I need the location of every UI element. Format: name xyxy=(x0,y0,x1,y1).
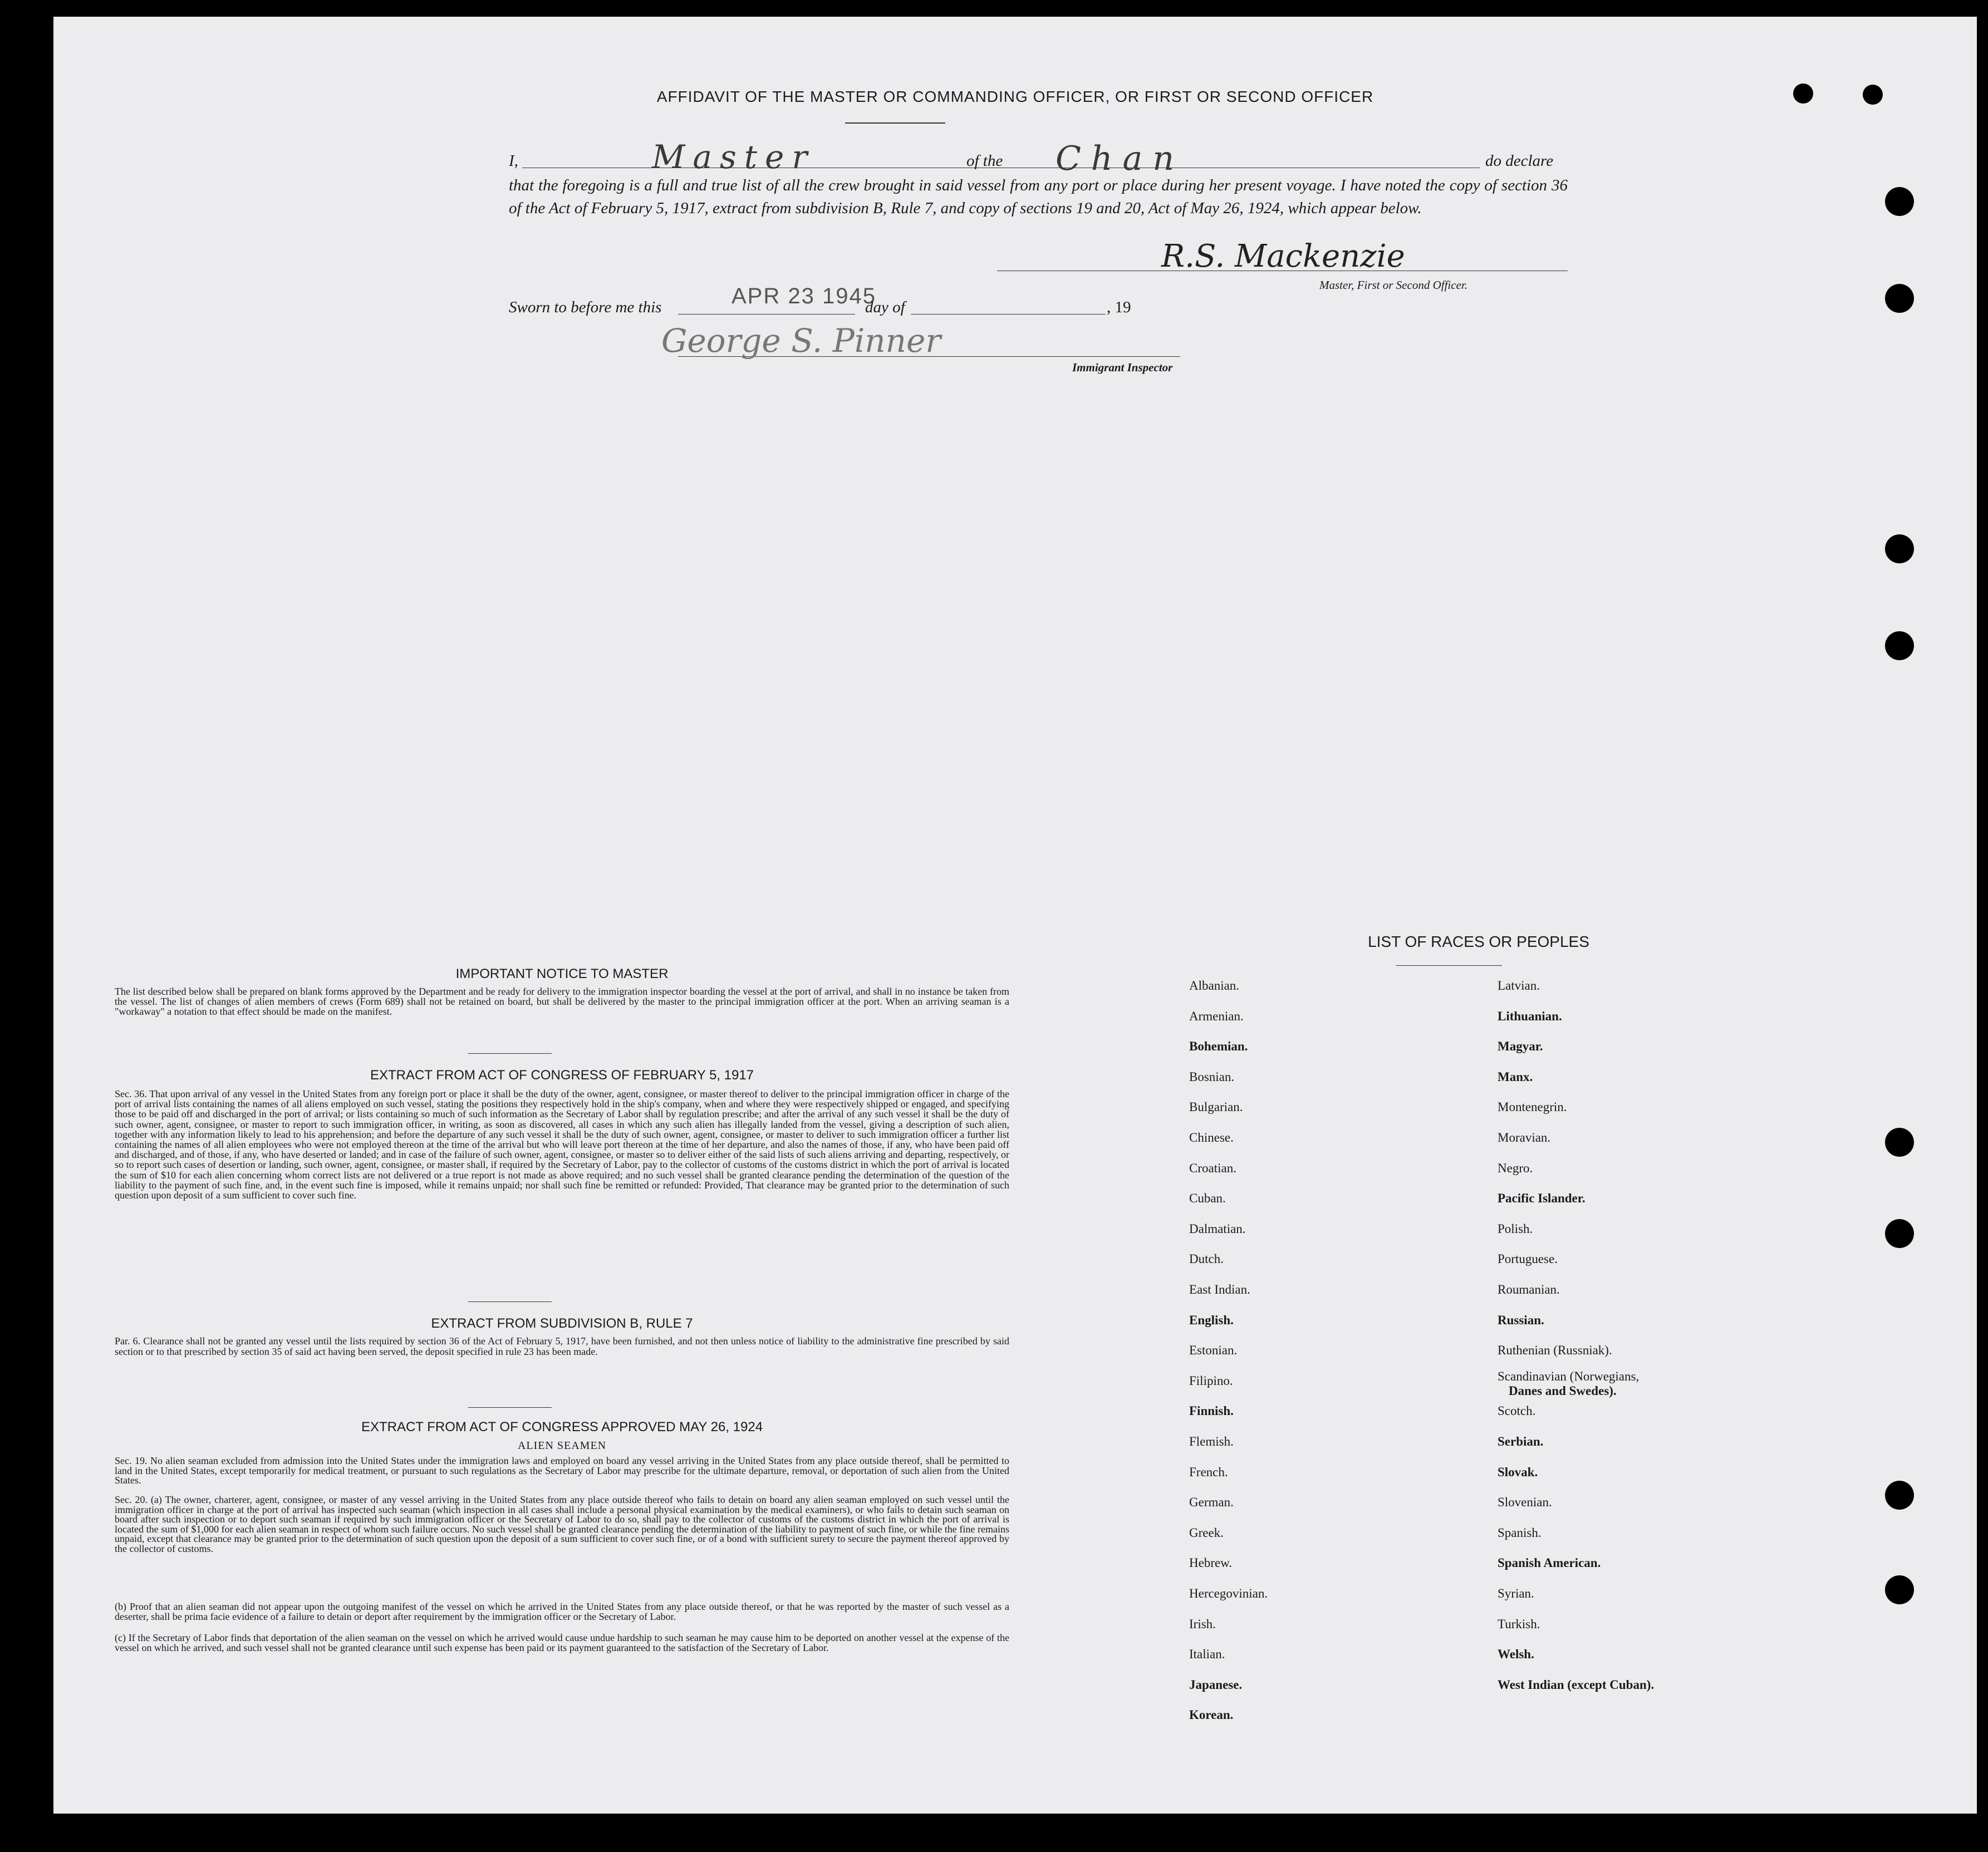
race-item: Negro. xyxy=(1498,1161,1533,1175)
race-item: Pacific Islander. xyxy=(1498,1191,1586,1206)
race-item: Roumanian. xyxy=(1498,1283,1560,1296)
race-item: German. xyxy=(1189,1495,1234,1510)
race-item: Japanese. xyxy=(1189,1677,1243,1692)
race-item: Bulgarian. xyxy=(1189,1100,1243,1114)
races-divider xyxy=(1396,965,1502,966)
document-page xyxy=(53,17,1977,1814)
race-item: Hebrew. xyxy=(1189,1556,1233,1570)
extract-rule7-divider xyxy=(468,1407,552,1408)
race-item: English. xyxy=(1189,1313,1234,1327)
race-item: Montenegrin. xyxy=(1498,1100,1567,1114)
notice-divider xyxy=(468,1053,552,1054)
extract-1924-sec20a: Sec. 20. (a) The owner, charterer, agent, consignee, or master of any vessel arriving in the United States from any place outside thereof who fails to detain on board any alien seaman employed on such vessel until the immigration officer in charge at the port of arrival has inspected such seaman (which inspection in all cases shall include a personal physical examination by the medical examiners), or who fails to detain such seaman on board after such inspection or to deport such seaman if required by such immigration officer or the Secretary of Labor to do so, shall pay to the collector of customs of the customs district in which the port of arrival is located the sum of $1,000 for each alien seaman in respect of whom such failure occurs. No such vessel shall be granted clearance pending the determination of the liability to payment of such fine, or while the fine remains unpaid, except that clearance may be granted prior to the determination of such question upon the deposit of a sum sufficient to cover such fine, or of a bond with sufficient surety to secure the payment thereof approved by the collector of customs. xyxy=(115,1494,1009,1554)
officer-caption: Master, First or Second Officer. xyxy=(1319,278,1467,292)
extract-1924-subtitle: ALIEN SEAMEN xyxy=(517,1440,607,1452)
i-label: I, xyxy=(509,152,518,170)
extract-1917-divider xyxy=(468,1301,552,1302)
notice-title: IMPORTANT NOTICE TO MASTER xyxy=(455,966,669,981)
month-line xyxy=(911,314,1106,315)
affidavit-title: AFFIDAVIT OF THE MASTER OR COMMANDING OFFICER, OR FIRST OR SECOND OFFICER xyxy=(656,88,1374,105)
race-item: Slovak. xyxy=(1498,1465,1538,1479)
punch-hole xyxy=(1885,1575,1914,1604)
race-item: Scotch. xyxy=(1498,1404,1536,1418)
punch-hole xyxy=(1885,1481,1914,1510)
punch-hole xyxy=(1885,284,1914,313)
sworn-day-line xyxy=(678,314,855,315)
extract-1917-title: EXTRACT FROM ACT OF CONGRESS OF FEBRUARY 5, 1917 xyxy=(370,1068,754,1083)
race-item: Magyar. xyxy=(1498,1039,1543,1054)
extract-1924-title: EXTRACT FROM ACT OF CONGRESS APPROVED MAY 26, 1924 xyxy=(361,1419,763,1435)
punch-hole xyxy=(1885,1219,1914,1248)
race-item: Greek. xyxy=(1189,1525,1224,1540)
do-declare-label: do declare xyxy=(1485,152,1554,170)
race-item: Albanian. xyxy=(1189,979,1240,993)
extract-rule7-title: EXTRACT FROM SUBDIVISION B, RULE 7 xyxy=(431,1316,693,1331)
race-item: Italian. xyxy=(1189,1647,1225,1662)
race-item: Turkish. xyxy=(1498,1617,1540,1631)
punch-hole xyxy=(1793,83,1813,104)
race-item: Filipino. xyxy=(1189,1373,1233,1388)
inspector-caption: Immigrant Inspector xyxy=(1072,361,1173,374)
punch-hole xyxy=(1885,187,1914,216)
race-item: Polish. xyxy=(1498,1221,1533,1236)
of-the-label: of the xyxy=(966,152,1003,170)
race-item: Slovenian. xyxy=(1498,1495,1552,1510)
race-item: Ruthenian (Russniak). xyxy=(1498,1343,1612,1358)
date-stamp: APR 23 1945 xyxy=(732,284,876,308)
race-item: East Indian. xyxy=(1189,1283,1250,1296)
race-item: Bohemian. xyxy=(1189,1039,1248,1054)
sworn-label: Sworn to before me this xyxy=(509,298,662,316)
officer-signature: R.S. Mackenzie xyxy=(1161,238,1405,274)
race-item: Estonian. xyxy=(1189,1343,1238,1358)
race-item: Serbian. xyxy=(1498,1435,1544,1448)
race-item: Dutch. xyxy=(1189,1252,1224,1266)
race-item: Welsh. xyxy=(1498,1647,1534,1662)
race-item: French. xyxy=(1189,1465,1228,1479)
inspector-signature: George S. Pinner xyxy=(661,322,941,360)
extract-1924-sec20b: (b) Proof that an alien seaman did not appear upon the outgoing manifest of the vessel on which he arrived in the United States from any place outside thereof, or that he was reported by the master of such vessel as a deserter, shall be prima facie evidence of a failure to detain or deport after requirement by the immigration officer or the Secretary of Labor. xyxy=(115,1601,1009,1622)
race-item: Hercegovinian. xyxy=(1189,1586,1268,1600)
race-item: Croatian. xyxy=(1189,1161,1236,1175)
race-item: Irish. xyxy=(1189,1617,1216,1631)
race-item: Spanish American. xyxy=(1498,1556,1601,1570)
race-item: Finnish. xyxy=(1189,1404,1234,1418)
year-label: , 19 xyxy=(1107,298,1131,316)
race-item: Armenian. xyxy=(1189,1009,1244,1023)
race-item: Manx. xyxy=(1498,1069,1533,1084)
day-of-label: day of xyxy=(865,298,905,316)
race-item: Lithuanian. xyxy=(1498,1009,1562,1023)
extract-1924-sec19: Sec. 19. No alien seaman excluded from admission into the United States under the immigration laws and employed on board any vessel arriving in the United States from any place outside thereof, shall be permitted to land in the United States, except temporarily for medical treatment, or pursuant to such regulations as the Secretary of Labor may prescribe for the ultimate departure, removal, or deportation of such alien from the United States. xyxy=(115,1455,1009,1486)
race-item: Russian. xyxy=(1498,1313,1544,1327)
extract-1917-text: Sec. 36. That upon arrival of any vessel in the United States from any foreign port or place it shall be the duty of the owner, agent, consignee, or master thereof to deliver to the principal immigration officer in charge of the port of arrival lists containing the names of all aliens employed on such vessel, stating the positions they respectively hold in the ship's company, when and where they were respectively shipped or engaged, and specifying those to be paid off and discharged in the port of arrival; or lists containing so much of such information as the Secretary of Labor shall by regulation prescribe; and after the arrival of any such vessel it shall be the duty of such owner, agent, consignee, or master to report to such immigration officer, in writing, as soon as discovered, all cases in which any such alien has illegally landed from the vessel, giving a description of such alien, together with any information likely to lead to his apprehension; and before the departure of any such vessel it shall be the duty of such owner, agent, consignee, or master to deliver to such immigration officer a further list containing the names of all alien employees who were not employed thereon at the time of the arrival but who will leave port thereon at the time of her departure, and also the names of those, if any, who have been paid off and discharged, and of those, if any, who have deserted or landed; and in case of the failure of such owner, agent, consignee, or master so to deliver either of the said lists of such aliens arriving and departing, respectively, or so to report such cases of desertion or landing, such owner, agent, consignee, or master shall, if required by the Secretary of Labor, pay to the collector of customs of the customs district in which the port of arrival is located the sum of $10 for each alien concerning whom correct lists are not delivered or a true report is not made as above required; and no such vessel shall be granted clearance pending the determination of the question of the liability to the payment of such fine, and, in the event such fine is imposed, while it remains unpaid; nor shall such fine be remitted or refunded: Provided, That clearance may be granted prior to the determination of such question upon deposit of a sum sufficient to cover such fine. xyxy=(115,1088,1009,1201)
race-item: Latvian. xyxy=(1498,979,1540,993)
race-item: Spanish. xyxy=(1498,1525,1542,1540)
race-item: West Indian (except Cuban). xyxy=(1498,1677,1655,1692)
race-item: Cuban. xyxy=(1189,1191,1226,1206)
race-item: Bosnian. xyxy=(1189,1069,1235,1084)
punch-hole xyxy=(1885,1128,1914,1157)
race-item: Dalmatian. xyxy=(1189,1221,1246,1236)
extract-1924-sec20c: (c) If the Secretary of Labor finds that deportation of the alien seaman on the vessel on which he arrived would cause undue hardship to such seaman he may cause him to be deported on another vessel at the expense of the vessel on which he arrived, and such vessel shall not be granted clearance until such expense has been paid or its payment guaranteed to the satisfaction of the Secretary of Labor. xyxy=(115,1632,1009,1653)
declaration-text: that the foregoing is a full and true list of all the crew brought in said vessel from any port or place during her present voyage. I have noted the copy of section 36 of the Act of February 5, 1917, extract from subdivision B, Rule 7, and copy of sections 19 and 20, Act of May 26, 1924, which appear below. xyxy=(509,176,1568,217)
race-item: Syrian. xyxy=(1498,1586,1534,1600)
vessel-handwriting: Chan xyxy=(1056,139,1184,178)
race-item: Chinese. xyxy=(1189,1131,1234,1144)
title-divider xyxy=(845,122,945,124)
race-item: Flemish. xyxy=(1189,1435,1234,1448)
punch-hole xyxy=(1863,85,1883,105)
race-item: Portuguese. xyxy=(1498,1252,1558,1266)
punch-hole xyxy=(1885,631,1914,660)
punch-hole xyxy=(1885,534,1914,563)
race-item: Danes and Swedes). xyxy=(1509,1383,1617,1398)
races-title: LIST OF RACES OR PEOPLES xyxy=(1368,933,1589,950)
extract-rule7-text: Par. 6. Clearance shall not be granted any vessel until the lists required by section 36 of the Act of February 5, 1917, have been furnished, and not then unless notice of liability to the administrative fine prescribed by said section or to that prescribed by section 35 of said act having been served, the deposit specified in rule 23 has been made. xyxy=(115,1335,1009,1357)
race-item: Korean. xyxy=(1189,1708,1234,1722)
notice-text: The list described below shall be prepared on blank forms approved by the Department and be ready for delivery to the immigration inspector boarding the vessel at the port of arrival, and shall in no instance be taken from the vessel. The list of changes of alien members of crews (Form 689) shall not be retained on board, but shall be delivered by the master to the principal immigration officer at the port. When an arriving seaman is a "workaway" a notation to that effect should be made on the manifest. xyxy=(115,986,1009,1017)
race-item: Moravian. xyxy=(1498,1131,1551,1144)
master-handwriting: Master xyxy=(652,138,816,176)
race-item: Scandinavian (Norwegians, xyxy=(1498,1369,1640,1383)
